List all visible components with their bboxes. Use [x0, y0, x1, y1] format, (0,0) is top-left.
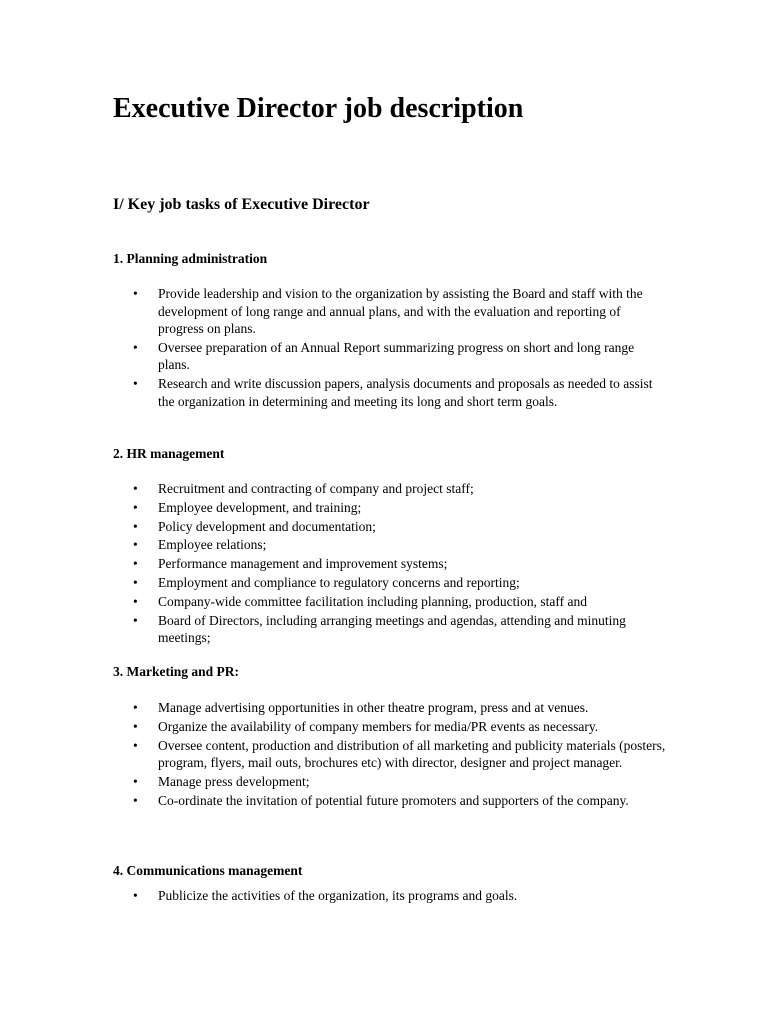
list-item: • Organize the availability of company members for media/PR events as necessary.	[158, 718, 668, 736]
subsection-heading-planning: 1. Planning administration	[113, 251, 268, 266]
list-planning	[158, 285, 668, 411]
list-item: • Manage press development;	[158, 773, 668, 791]
list-item: • Performance management and improvement systems;	[158, 555, 668, 573]
list-item: • Oversee content, production and distribution of all marketing and publicity materials (posters, program, flyers, mail outs, brochures etc) with director, designer and project manager.	[158, 737, 668, 772]
subsection-heading-hr: 2. HR management	[113, 446, 225, 461]
subsection-heading-communications: 4. Communications management	[113, 863, 303, 878]
list-item: • Co-ordinate the invitation of potential future promoters and supporters of the company.	[158, 792, 668, 810]
list-hr	[158, 480, 668, 648]
list-item: • Provide leadership and vision to the organization by assisting the Board and staff with the development of long range and annual plans, and with the evaluation and reporting of progress on plans.	[158, 285, 668, 338]
list-item: • Policy development and documentation;	[158, 518, 668, 536]
list-item: • Research and write discussion papers, analysis documents and proposals as needed to assist the organization in determining and meeting its long and short term goals.	[158, 375, 668, 410]
list-item: • Manage advertising opportunities in other theatre program, press and at venues.	[158, 699, 668, 717]
list-marketing	[158, 699, 668, 810]
list-item: • Employee development, and training;	[158, 499, 668, 517]
list-item: • Company-wide committee facilitation including planning, production, staff and	[158, 593, 668, 611]
list-communications	[158, 887, 668, 906]
list-item: • Employment and compliance to regulatory concerns and reporting;	[158, 574, 668, 592]
document-title: Executive Director job description	[113, 93, 524, 124]
subsection-heading-marketing: 3. Marketing and PR:	[113, 664, 239, 679]
list-item: • Publicize the activities of the organization, its programs and goals.	[158, 887, 668, 905]
section-heading: I/ Key job tasks of Executive Director	[113, 196, 370, 213]
list-item: • Employee relations;	[158, 536, 668, 554]
list-item: • Recruitment and contracting of company and project staff;	[158, 480, 668, 498]
list-item: • Board of Directors, including arranging meetings and agendas, attending and minuting meetings;	[158, 612, 668, 647]
list-item: • Oversee preparation of an Annual Report summarizing progress on short and long range plans.	[158, 339, 668, 374]
